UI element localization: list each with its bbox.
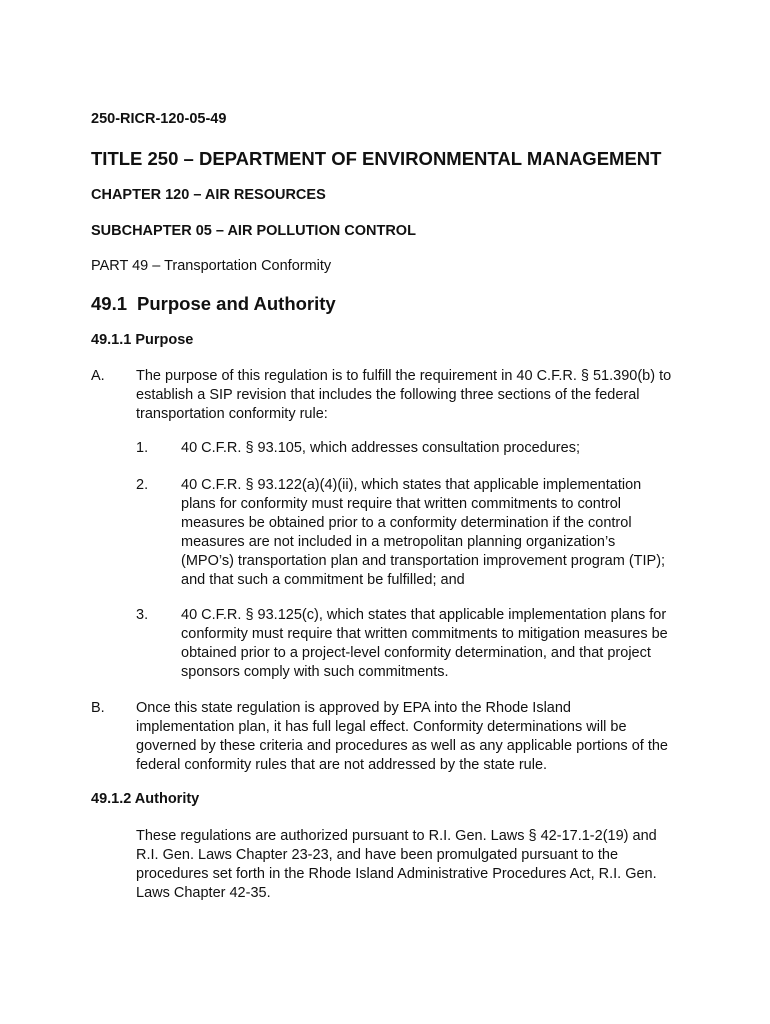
- sublist-item-text: 40 C.F.R. § 93.105, which addresses consultation procedures;: [181, 440, 580, 456]
- purpose-heading: 49.1.1 Purpose: [91, 332, 194, 348]
- list-item-text: Once this state regulation is approved by EPA into the Rhode Island implementation plan, it has full legal effect. Conformity determinations will be governed by these criteria and procedures as well as any applicable portions of the federal conformity rules that are not addressed by the state rule.: [136, 700, 668, 773]
- sublist-item-text: 40 C.F.R. § 93.125(c), which states that applicable implementation plans for conformity must require that written commitments to mitigation measures be obtained prior to a project-level conformity determination, and that project sponsors comply with such commitments.: [181, 607, 668, 680]
- sublist-item-marker: 2.: [136, 477, 149, 493]
- list-item-text: The purpose of this regulation is to fulfill the requirement in 40 C.F.R. § 51.390(b) to establish a SIP revision that includes the following three sections of the federal transportation conformity rule:: [136, 368, 672, 422]
- list-item-marker: B.: [91, 700, 105, 716]
- section-number: 49.1: [91, 293, 128, 314]
- list-item-marker: A.: [91, 368, 105, 384]
- part-heading: PART 49 – Transportation Conformity: [91, 258, 332, 274]
- sublist-item-marker: 1.: [136, 440, 149, 456]
- authority-text: These regulations are authorized pursuant to R.I. Gen. Laws § 42-17.1-2(19) and R.I. Gen. Laws Chapter 23-23, and have been promulgated pursuant to the procedures set forth in the Rhode Island Administrative Procedures Act, R.I. Gen. Laws Chapter 42-35.: [136, 828, 657, 901]
- chapter-heading: CHAPTER 120 – AIR RESOURCES: [91, 187, 326, 203]
- sublist-item-marker: 3.: [136, 607, 149, 623]
- section-heading: [91, 293, 336, 315]
- subchapter-heading: SUBCHAPTER 05 – AIR POLLUTION CONTROL: [91, 223, 416, 239]
- document-id: 250-RICR-120-05-49: [91, 111, 227, 127]
- title-heading: TITLE 250 – DEPARTMENT OF ENVIRONMENTAL MANAGEMENT: [91, 148, 662, 169]
- section-title: Purpose and Authority: [137, 293, 336, 314]
- sublist-item-text: 40 C.F.R. § 93.122(a)(4)(ii), which states that applicable implementation plans for conformity must require that written commitments to control measures be obtained prior to a conformity determination if the control measures are not included in a metropolitan planning organization’s (MPO’s) transportation plan and transportation improvement program (TIP); and that such a commitment be fulfilled; and: [181, 477, 666, 588]
- authority-heading: 49.1.2 Authority: [91, 791, 200, 807]
